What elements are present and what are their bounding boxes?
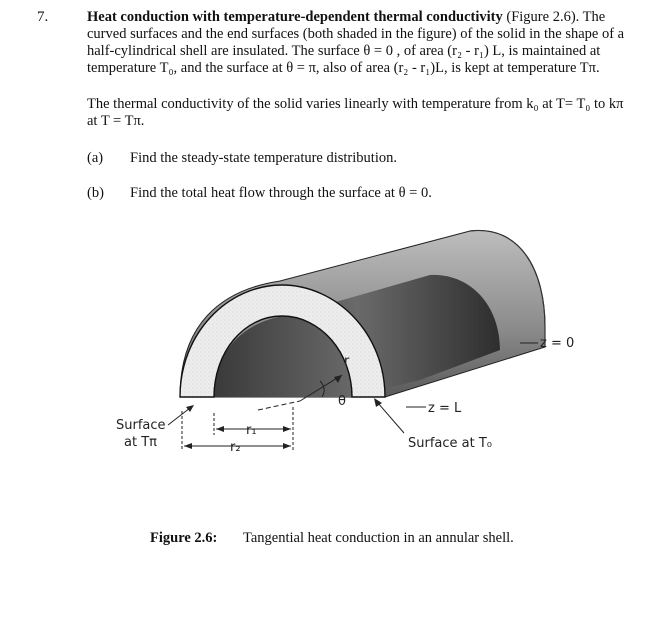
problem-title: Heat conduction with temperature-dependent thermal conductivity: [87, 9, 503, 25]
r2-label: r₂: [230, 440, 241, 455]
r1-arrow-left: [216, 426, 224, 432]
r-label: r: [344, 354, 350, 369]
surface-0-pointer: [378, 403, 404, 433]
part-b-text: Find the total heat flow through the surface at θ = 0.: [130, 185, 432, 201]
r2-arrow-left: [184, 443, 192, 449]
surface-pi-arrowhead: [186, 405, 194, 412]
figure-caption-text: Tangential heat conduction in an annular shell.: [243, 530, 514, 546]
zL-label: z = L: [428, 401, 462, 416]
surface-pi-label-line1: Surface: [116, 418, 166, 433]
statement-text: The curved surfaces and the end surfaces (both shaded in the figure) of the solid in the shape of a half-cylindrical shell are insulated. The surface θ = 0 , of area (r₂ - r₁) L, is maintained at temperature T₀, and the surface at θ = π, also of area (r₂ - r₁)L, is kept at temperature Tπ.: [87, 9, 625, 76]
r1-arrow-right: [283, 426, 291, 432]
r2-arrow-right: [283, 443, 291, 449]
problem-number: 7.: [37, 9, 49, 25]
problem-statement: [87, 9, 632, 77]
conductivity-paragraph: The thermal conductivity of the solid varies linearly with temperature from k₀ at T= T₀ to kπ at T = Tπ.: [87, 96, 624, 129]
z0-label: z = 0: [540, 336, 575, 351]
surface-pi-pointer: [168, 408, 190, 425]
half-cylinder-shell-figure: [0, 215, 656, 480]
surface-pi-label-line2: at Tπ: [124, 435, 157, 450]
figure-caption-label: Figure 2.6:: [150, 530, 218, 546]
part-a-label: (a): [87, 150, 104, 166]
r1-label: r₁: [246, 423, 257, 438]
theta-label: θ: [338, 394, 346, 409]
part-a-text: Find the steady-state temperature distribution.: [130, 150, 397, 166]
surface-0-label: Surface at T₀: [408, 436, 493, 451]
figure-reference: (Figure 2.6).: [506, 9, 580, 25]
center-axis: [258, 401, 300, 410]
part-b-label: (b): [87, 185, 104, 201]
